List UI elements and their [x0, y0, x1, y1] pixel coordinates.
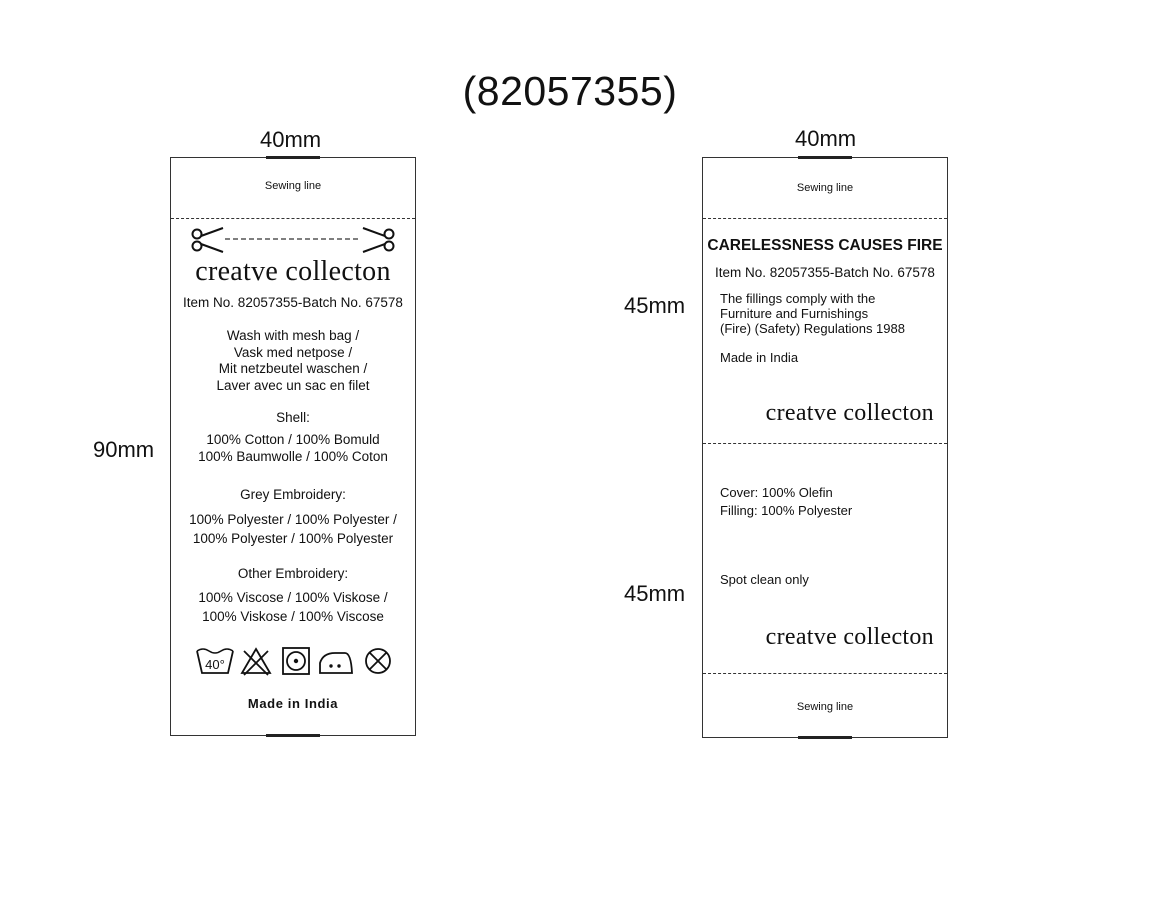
shell-composition: [171, 432, 415, 465]
wash-line: Mit netzbeutel waschen /: [218, 361, 368, 376]
fillings-line: (Fire) (Safety) Regulations 1988: [720, 321, 905, 336]
right-width-label: 40mm: [795, 126, 857, 151]
sewing-line-bottom-dash: [703, 673, 947, 674]
wash-temp-text: 40°: [205, 657, 225, 672]
sewing-line-top-dash: [703, 218, 947, 219]
composition: [720, 484, 939, 520]
filling-text: Filling: 100% Polyester: [720, 503, 853, 518]
brand-name: creatve collecton: [195, 256, 391, 287]
left-height-label: 90mm: [93, 437, 155, 462]
iron-medium-icon: [317, 645, 355, 677]
shell-line: 100% Cotton / 100% Bomuld: [206, 432, 380, 447]
sewing-line-text: Sewing line: [264, 180, 322, 192]
shell-line: 100% Baumwolle / 100% Coton: [198, 448, 388, 464]
other-line: 100% Viscose / 100% Viskose /: [198, 590, 388, 605]
scissors-left-icon: [193, 228, 224, 252]
other-embroidery-title: Other Embroidery:: [237, 566, 349, 581]
scissors-right-icon: [363, 228, 394, 252]
care-symbols: [195, 645, 391, 679]
right-bottom-height-label: 45mm: [624, 581, 686, 606]
made-in-india: Made in India: [720, 350, 799, 365]
grey-embroidery-title: Grey Embroidery:: [240, 487, 346, 502]
fillings-line: The fillings comply with the: [720, 291, 876, 306]
wash-instructions: [171, 328, 415, 394]
grey-line: 100% Polyester / 100% Polyester /: [189, 512, 397, 527]
document-title: (82057355): [462, 68, 678, 114]
right-care-label: [702, 157, 948, 738]
right-top-height-label: 45mm: [624, 293, 686, 318]
item-number: Item No. 82057355-Batch No. 67578: [183, 295, 403, 310]
cut-line: [189, 224, 399, 254]
no-bleach-icon: [240, 645, 272, 677]
cover-text: Cover: 100% Olefin: [720, 485, 833, 500]
care-instruction: Spot clean only: [720, 572, 809, 587]
item-number: Item No. 82057355-Batch No. 67578: [715, 265, 935, 280]
fold-line-dash: [703, 443, 947, 444]
top-tick: [798, 156, 852, 159]
wash-line: Vask med netpose /: [233, 344, 353, 360]
grey-embroidery-composition: [171, 510, 415, 548]
bottom-tick: [798, 736, 852, 739]
wash-40-icon: [195, 645, 235, 677]
fillings-regulation: [720, 291, 939, 336]
brand-name-top: creatve collecton: [765, 400, 934, 426]
top-tick: [266, 156, 320, 159]
shell-title: Shell:: [276, 410, 310, 425]
made-in-india: Made in India: [247, 696, 339, 711]
left-care-label: [170, 157, 416, 736]
sewing-line-top-text: Sewing line: [796, 182, 854, 194]
grey-line: 100% Polyester / 100% Polyester: [192, 531, 394, 546]
brand-name-bottom: creatve collecton: [765, 624, 934, 650]
tumble-dry-icon: [281, 645, 311, 677]
sewing-line-dash: [171, 218, 415, 219]
bottom-tick: [266, 734, 320, 737]
other-line: 100% Viskose / 100% Viscose: [202, 609, 384, 624]
left-width-label: 40mm: [260, 127, 322, 152]
wash-line: Wash with mesh bag /: [226, 328, 360, 343]
fillings-line: Furniture and Furnishings: [720, 306, 869, 321]
sewing-line-bottom-text: Sewing line: [796, 701, 854, 713]
fire-warning: CARELESSNESS CAUSES FIRE: [707, 237, 943, 254]
wash-line: Laver avec un sac en filet: [216, 377, 370, 393]
other-embroidery-composition: [171, 588, 415, 626]
no-dry-clean-icon: [362, 645, 394, 677]
